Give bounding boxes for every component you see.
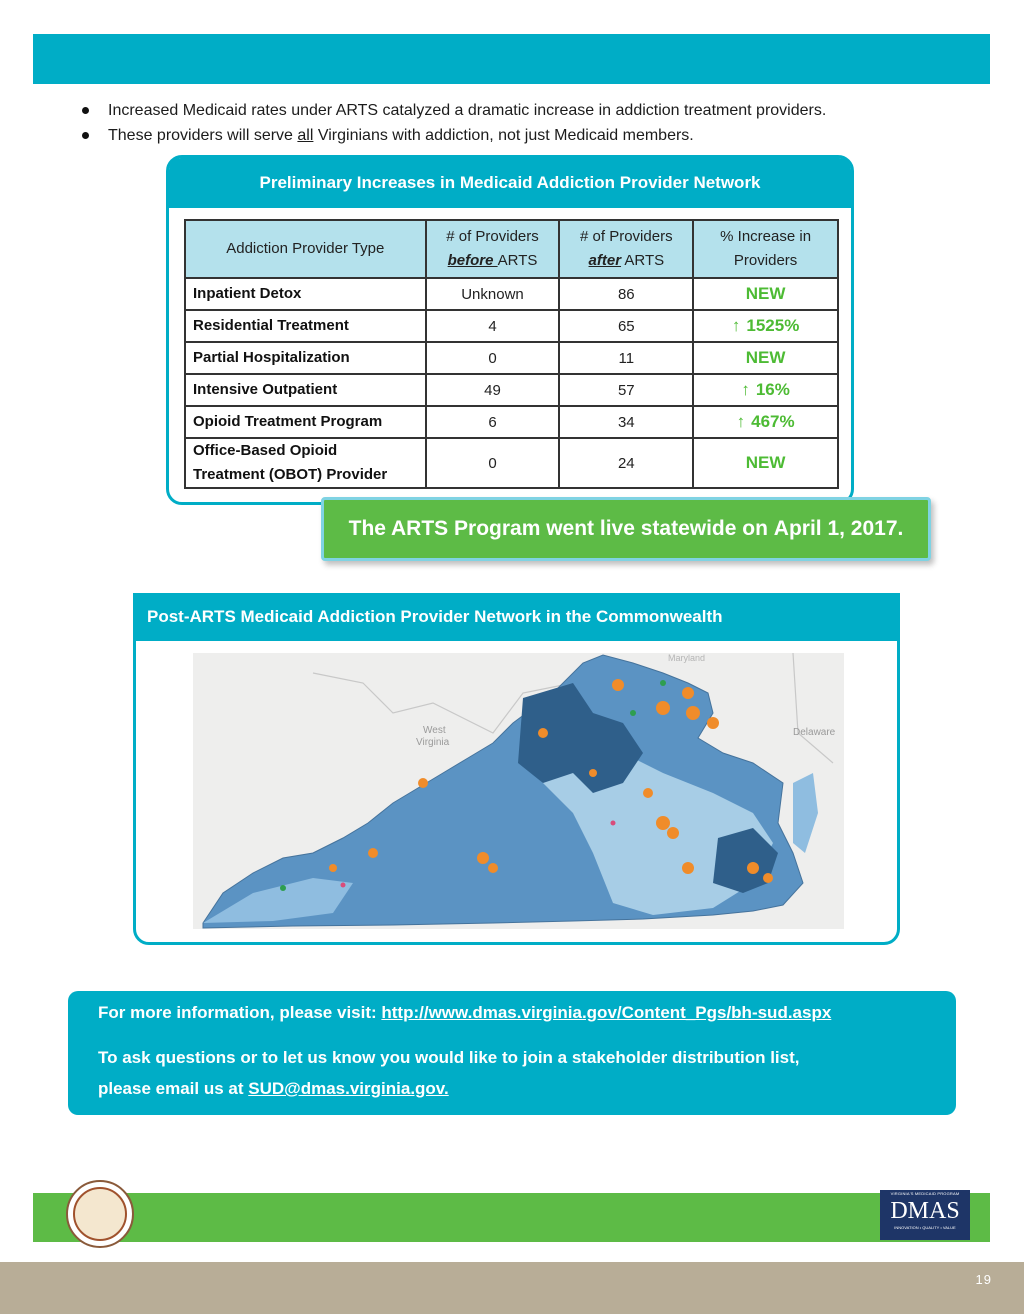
percent-value: 467%	[751, 412, 795, 431]
footer-band	[33, 1193, 990, 1242]
map-label-delaware: Delaware	[793, 727, 836, 738]
virginia-provider-map	[193, 653, 844, 929]
col-header-increase	[693, 220, 838, 278]
header-emphasis: before	[447, 252, 498, 269]
percent-increase	[693, 374, 838, 406]
table-row	[185, 374, 838, 406]
count-before: Unknown	[426, 278, 560, 310]
header-band	[33, 34, 990, 84]
dmas-logo-main: DMAS	[890, 1198, 960, 1224]
provider-type: Residential Treatment	[185, 310, 426, 342]
bullet-text-before: These providers will serve	[108, 127, 298, 144]
launch-date-banner	[321, 497, 931, 561]
provider-type: Partial Hospitalization	[185, 342, 426, 374]
up-arrow-icon: ↑	[731, 316, 741, 335]
percent-increase	[693, 278, 838, 310]
page-footer-band	[0, 1262, 1024, 1314]
email-link[interactable]: SUD@dmas.virginia.gov.	[248, 1079, 449, 1098]
percent-increase	[693, 342, 838, 374]
count-after: 65	[559, 310, 693, 342]
up-arrow-icon: ↑	[741, 380, 750, 399]
info-line-questions: To ask questions or to let us know you would like to join a stakeholder distribution list,	[98, 1048, 800, 1067]
map-label-virginia: Virginia	[416, 737, 450, 748]
banner-text: The ARTS Program went live statewide on	[348, 517, 768, 540]
dmas-logo	[880, 1190, 970, 1240]
provider-increase-panel	[166, 155, 854, 505]
info-line-website	[98, 997, 831, 1028]
col-header-before	[426, 220, 560, 278]
virginia-seal-logo	[66, 1180, 134, 1248]
count-before: 0	[426, 438, 560, 488]
header-emphasis: after	[588, 252, 622, 269]
count-after: 57	[559, 374, 693, 406]
bullet-text-underlined: all	[297, 127, 314, 144]
up-arrow-icon: ↑	[736, 412, 746, 431]
info-text: For more information, please visit:	[98, 1003, 382, 1022]
percent-value: 16%	[755, 380, 790, 399]
bullet-item	[80, 123, 980, 148]
eastern-shore-region	[793, 773, 818, 853]
provider-network-map-panel	[133, 593, 900, 945]
percent-increase	[693, 406, 838, 438]
count-before: 4	[426, 310, 560, 342]
percent-increase	[693, 310, 838, 342]
table-header-row	[185, 220, 838, 278]
panel-title: Preliminary Increases in Medicaid Addiction Provider Network	[169, 158, 851, 208]
col-header-type: Addiction Provider Type	[185, 220, 426, 278]
table-row	[185, 342, 838, 374]
percent-value: NEW	[745, 453, 786, 472]
map-label-west: West	[423, 725, 446, 736]
banner-suffix: .	[897, 517, 904, 540]
bullet-item	[80, 98, 980, 123]
count-after: 24	[559, 438, 693, 488]
dmas-logo-top: VIRGINIA'S MEDICAID PROGRAM	[890, 1191, 960, 1196]
contact-info-box	[68, 991, 956, 1115]
dmas-website-link[interactable]: http://www.dmas.virginia.gov/Content_Pgs/bh-sud.aspx	[381, 1003, 832, 1022]
count-before: 6	[426, 406, 560, 438]
header-line: ARTS	[497, 252, 538, 269]
percent-value: 1525%	[746, 316, 800, 335]
info-text: please email us at	[98, 1079, 249, 1098]
count-after: 86	[559, 278, 693, 310]
table-row	[185, 278, 838, 310]
percent-value: NEW	[745, 348, 786, 367]
header-line: Providers	[733, 252, 798, 269]
provider-type: Intensive Outpatient	[185, 374, 426, 406]
header-line: # of Providers	[446, 228, 539, 245]
seal-emblem-icon	[73, 1187, 127, 1241]
bullet-text-after: Virginians with addiction, not just Medicaid members.	[313, 127, 694, 144]
info-line-email	[98, 1073, 449, 1104]
provider-table	[184, 219, 839, 489]
page-number: 19	[975, 1272, 992, 1287]
panel-title: Post-ARTS Medicaid Addiction Provider Network in the Commonwealth	[133, 593, 900, 641]
banner-date: April 1, 2017	[773, 517, 898, 540]
table-row	[185, 438, 838, 488]
count-after: 11	[559, 342, 693, 374]
count-before: 49	[426, 374, 560, 406]
header-line: # of Providers	[580, 228, 673, 245]
count-before: 0	[426, 342, 560, 374]
count-after: 34	[559, 406, 693, 438]
percent-value: NEW	[745, 284, 786, 303]
percent-increase	[693, 438, 838, 488]
provider-type	[185, 438, 426, 488]
map-label-maryland: Maryland	[668, 653, 706, 663]
state-border-line	[793, 653, 833, 763]
bullet-text: Increased Medicaid rates under ARTS catalyzed a dramatic increase in addiction treatment providers.	[108, 102, 827, 119]
bullet-list	[80, 98, 980, 148]
provider-type-line: Treatment (OBOT) Provider	[193, 466, 388, 483]
provider-type: Opioid Treatment Program	[185, 406, 426, 438]
dmas-logo-tagline: INNOVATION • QUALITY • VALUE	[894, 1225, 956, 1230]
table-row	[185, 310, 838, 342]
provider-type-line: Office-Based Opioid	[193, 442, 338, 459]
col-header-after	[559, 220, 693, 278]
header-line: % Increase in	[720, 228, 812, 245]
table-row	[185, 406, 838, 438]
header-line: ARTS	[621, 252, 665, 269]
provider-type: Inpatient Detox	[185, 278, 426, 310]
map-graphic	[193, 653, 844, 929]
